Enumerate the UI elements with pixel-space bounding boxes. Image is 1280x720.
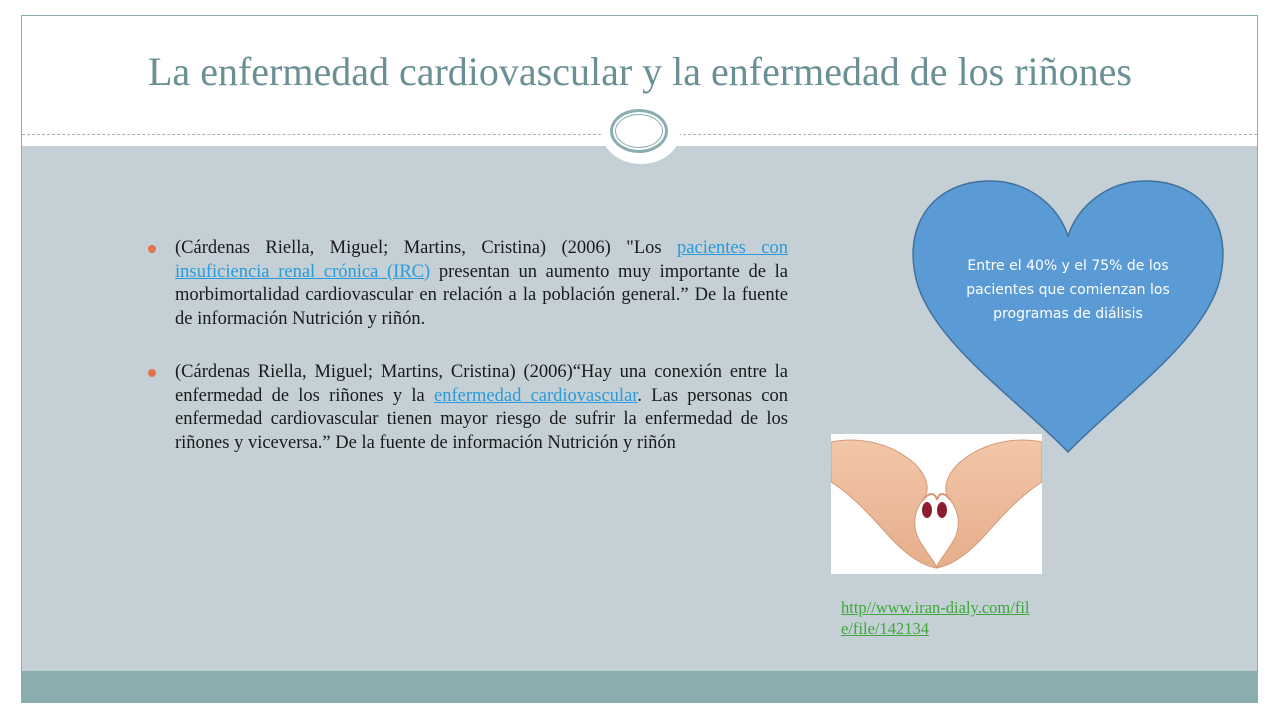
bullet-item bbox=[148, 237, 788, 331]
heart-caption: Entre el 40% y el 75% de los pacientes que comienzan los programas de diálisis bbox=[966, 258, 1170, 322]
bullet-text-post: . Las personas con enfermedad cardiovascular tienen mayor riesgo de sufrir la enfermedad de los riñones y viceversa.” De la fuente de información Nutrición y riñón bbox=[175, 385, 788, 453]
image-source-link[interactable]: http//www.iran-dialy.com/file/file/142134 bbox=[841, 598, 1030, 638]
footer-bar bbox=[22, 671, 1257, 703]
bullet-item bbox=[148, 361, 788, 455]
bullet-text-pre: (Cárdenas Riella, Miguel; Martins, Cristina) (2006)“Hay una conexión entre la enfermedad de los riñones y la bbox=[175, 362, 788, 406]
bullet-link[interactable]: pacientes con insuficiencia renal crónica (IRC) bbox=[175, 238, 788, 282]
bullet-text-pre: (Cárdenas Riella, Miguel; Martins, Cristina) (2006) "Los bbox=[175, 238, 678, 258]
bullet-list bbox=[148, 237, 788, 455]
bullet-text-post: presentan un aumento muy importante de la morbimortalidad cardiovascular en relación a la población general.” De la fuente de información Nutrición y riñón. bbox=[175, 261, 788, 329]
bullet-dot-icon bbox=[148, 245, 156, 253]
ring-ornament-inner-icon bbox=[615, 114, 663, 148]
bullet-link[interactable]: enfermedad cardiovascular bbox=[434, 385, 638, 406]
slide-title: La enfermedad cardiovascular y la enfermedad de los riñones bbox=[148, 49, 1132, 94]
bullet-dot-icon bbox=[148, 369, 156, 377]
